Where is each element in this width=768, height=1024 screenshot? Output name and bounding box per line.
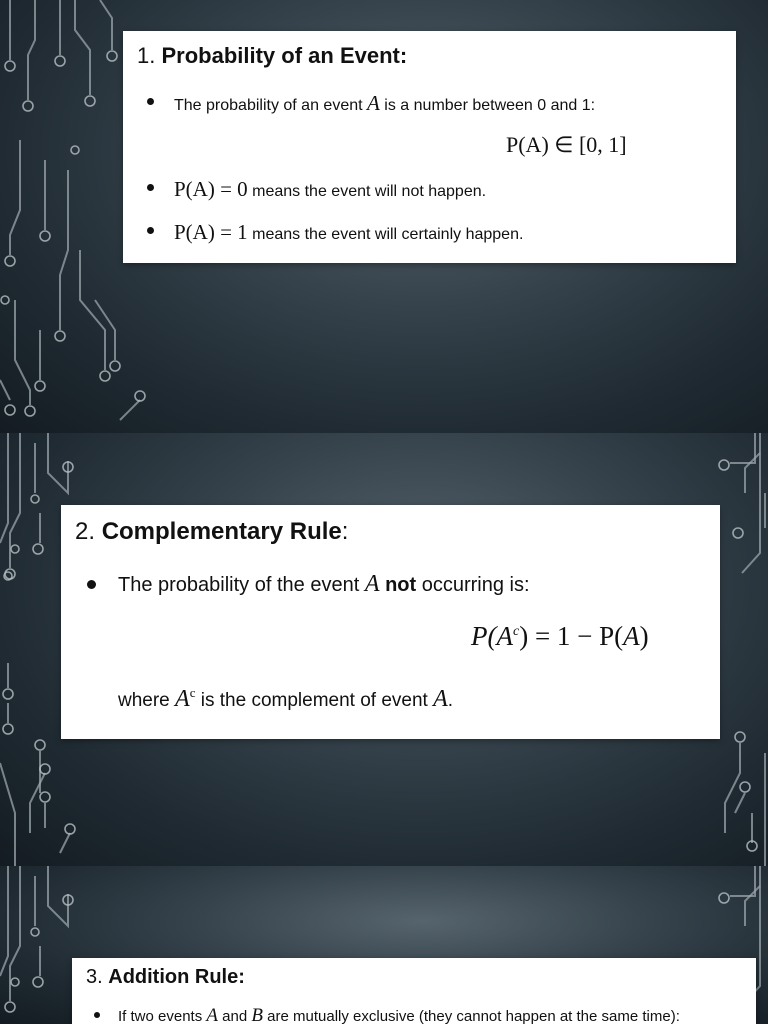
bullet-text-rest: is a number between 0 and 1: [384, 97, 596, 114]
slide-3 [0, 866, 768, 1024]
bullet-mutually-exclusive [118, 1005, 680, 1024]
bullet-text: means the event will not happen. [252, 183, 487, 200]
bullet-text: and [222, 1008, 248, 1024]
heading-title: Complementary Rule [101, 518, 342, 545]
bold-word: not [385, 574, 417, 596]
heading-number: 1. [137, 43, 156, 68]
math-expression: P(A) = 0 [174, 177, 248, 201]
formula-variable: A [623, 621, 640, 651]
bullet-certain-event [174, 220, 523, 245]
slide-1 [0, 0, 768, 433]
display-formula [506, 132, 627, 158]
formula-rhs: [0, 1] [578, 132, 627, 157]
formula-superscript: c [512, 624, 520, 639]
formula-variable: A [496, 621, 513, 651]
bullet-impossible-event [174, 177, 486, 202]
complementary-rule-card [61, 505, 720, 739]
note-text: where [118, 690, 170, 711]
math-variable: A [206, 1005, 218, 1024]
bullet-text: If two events [118, 1008, 203, 1024]
math-variable: A [367, 91, 380, 115]
section-heading [137, 43, 407, 69]
section-heading [86, 966, 245, 989]
heading-title: Probability of an Event: [161, 43, 408, 68]
bullet-text: The probability of an event [174, 97, 363, 114]
formula-operator: ∈ [554, 132, 574, 157]
slide-2 [0, 433, 768, 866]
bullet-complement [118, 571, 530, 598]
heading-colon: : [341, 518, 349, 545]
formula-part: P( [471, 621, 497, 651]
section-heading [75, 518, 348, 546]
heading-number: 3. [86, 966, 103, 988]
bullet-probability-range [174, 91, 595, 116]
formula-lhs: P(A) [506, 132, 549, 157]
formula-part: ) = 1 − P( [519, 621, 624, 651]
bullet-text: The probability of the event [118, 574, 360, 596]
math-variable: B [251, 1005, 263, 1024]
complement-note [118, 685, 453, 713]
math-variable: A [364, 571, 380, 597]
probability-of-event-card [123, 31, 736, 263]
bullet-text-rest: occurring is: [421, 574, 530, 596]
heading-number: 2. [75, 518, 96, 545]
math-variable: $A^c$ [175, 685, 196, 712]
math-variable: A [433, 686, 448, 712]
note-text: is the complement of event [200, 690, 428, 711]
heading-title: Addition Rule: [108, 966, 245, 988]
math-expression: P(A) = 1 [174, 220, 248, 244]
formula-part: ) [639, 621, 649, 651]
note-period: . [447, 690, 454, 711]
display-formula [471, 621, 649, 652]
bullet-text-rest: are mutually exclusive (they cannot happen at the same time): [267, 1008, 680, 1024]
addition-rule-card [72, 958, 756, 1024]
bullet-text: means the event will certainly happen. [252, 226, 524, 243]
